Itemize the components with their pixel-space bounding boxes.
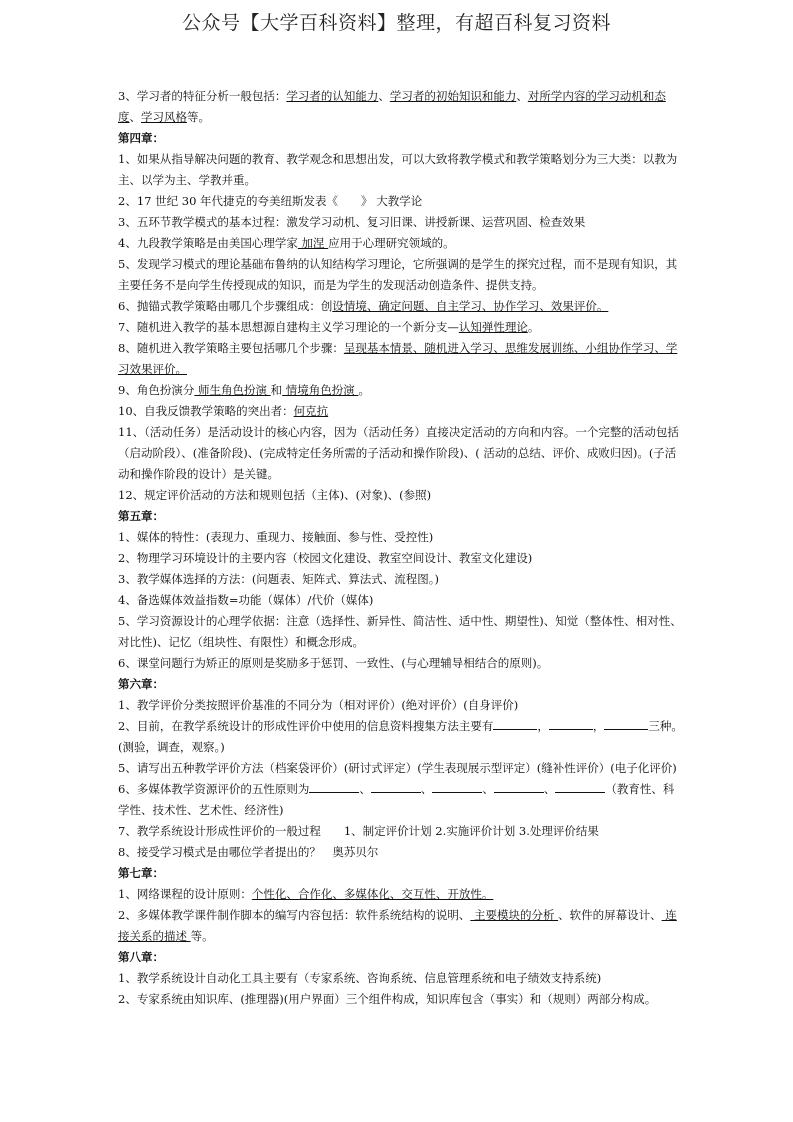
text-segment: 等。 [187, 110, 210, 124]
question-item [118, 989, 684, 1010]
chapter-heading: 第八章： [118, 950, 164, 964]
question-item [118, 422, 684, 485]
question-item [118, 611, 684, 653]
text-segment: 、 [482, 782, 494, 796]
text-segment: （教育性、科学性、技术性、艺术性、经济性) [118, 782, 675, 817]
underlined-answer: 学习者的认知能力 [286, 89, 379, 103]
underlined-answer: 加涅 [297, 236, 329, 250]
text-segment: 和 [270, 383, 283, 397]
chapter-heading: 第四章： [118, 131, 164, 145]
fill-blank [432, 779, 482, 793]
text-segment: 1、网络课程的设计原则： [118, 887, 252, 901]
underlined-answer: 个性化、合作化、多媒体化、交互性、开放性。 [251, 887, 494, 901]
underlined-answer: 呈现基本情景、随机进入学习、思维发展训练、小组协作学习、学习效果评价。 [118, 341, 678, 376]
fill-blank [494, 779, 544, 793]
text-segment: 2、目前，在教学系统设计的形成性评价中使用的信息资料搜集方法主要有 [118, 719, 494, 733]
fill-blank [555, 779, 605, 793]
fill-blank [371, 779, 421, 793]
question-item [118, 485, 684, 506]
text-segment: 6、抛锚式教学策略由哪几个步骤组成：创 [118, 299, 333, 313]
question-item [118, 212, 684, 233]
text-segment: 8、接受学习模式是由哪位学者提出的？ 奥苏贝尔 [118, 845, 379, 859]
question-item [118, 233, 684, 254]
fill-blank [604, 716, 648, 730]
question-item [118, 401, 684, 422]
underlined-answer: 何克抗 [293, 404, 329, 418]
fill-blank [493, 716, 537, 730]
text-segment: 6、课堂问题行为矫正的原则是奖励多于惩罚、一致性、(与心理辅导相结合的原则)。 [118, 656, 549, 670]
text-segment: 6、多媒体教学资源评价的五性原则为 [118, 782, 310, 796]
text-segment: 应用于心理研究领域的。 [328, 236, 455, 250]
question-item [118, 905, 684, 947]
underlined-answer: 情境角色扮演 [282, 383, 359, 397]
underlined-answer: 设情境、确定问题、自主学习、协作学习、效果评价。 [332, 299, 609, 313]
question-item [118, 191, 684, 212]
text-segment: 7、教学系统设计形成性评价的一般过程 1、制定评价计划 2.实施评价计划 3.处理评价结果 [118, 824, 599, 838]
text-segment: 1、教学系统设计自动化工具主要有（专家系统、咨询系统、信息管理系统和电子绩效支持系统) [118, 971, 602, 985]
text-segment: 三种。(测验，调查，观察。) [118, 719, 683, 754]
text-segment: 12、规定评价活动的方法和规则包括（主体)、(对象)、(参照) [118, 488, 432, 502]
text-segment: 2、物理学习环境设计的主要内容（校园文化建设、教室空间设计、教室文化建设) [118, 551, 533, 565]
text-segment: 4、九段教学策略是由美国心理学家 [118, 236, 298, 250]
question-item [118, 149, 684, 191]
underlined-answer: 学习风格 [141, 110, 187, 124]
text-segment: 10、自我反馈教学策略的突出者： [118, 404, 294, 418]
question-item [118, 653, 684, 674]
text-segment: 5、请写出五种教学评价方法（档案袋评价）(研讨式评定）(学生表现展示型评定）(缝补性评价）(电子化评价) [118, 761, 677, 775]
text-segment: 。 [358, 383, 370, 397]
text-segment: 1、教学评价分类按照评价基准的不同分为（相对评价）(绝对评价）(自身评价) [118, 698, 519, 712]
text-segment: 7、随机进入教学的基本思想源自建构主义学习理论的一个新分支— [118, 320, 459, 334]
text-segment: 5、发现学习模式的理论基础布鲁纳的认知结构学习理论，它所强调的是学生的探究过程，而不是现有知识，其主要任务不是向学生传授现成的知识，而是为学生的发现活动创造条件、提供支持。 [118, 257, 678, 292]
question-item [118, 716, 684, 758]
underlined-answer: 认知弹性理论 [458, 320, 528, 334]
question-item [118, 779, 684, 821]
fill-blank [549, 716, 593, 730]
text-segment: 3、五环节教学模式的基本过程：激发学习动机、复习旧课、讲授新课、运营巩固、检查效果 [118, 215, 586, 229]
fill-blank [309, 779, 359, 793]
text-segment: 1、媒体的特性：(表现力、重现力、接触面、参与性、受控性) [118, 530, 434, 544]
chapter-heading: 第六章： [118, 677, 164, 691]
text-segment: 9、角色扮演分 [118, 383, 195, 397]
question-item [118, 821, 684, 842]
text-segment: 、 [543, 782, 556, 796]
text-segment: 3、教学媒体选择的方法：(问题表、矩阵式、算法式、流程图。) [118, 572, 440, 586]
text-segment: 、 [516, 89, 528, 103]
underlined-answer: 连接关系的描述 [118, 908, 677, 943]
underlined-answer: 对所学内容的学习动机和态度 [118, 89, 666, 124]
text-segment: 、 [359, 782, 371, 796]
chapter-heading: 第五章： [118, 509, 164, 523]
text-segment: 3、学习者的特征分析一般包括： [118, 89, 287, 103]
question-item [118, 968, 684, 989]
question-item [118, 842, 684, 863]
question-item [118, 884, 684, 905]
question-item [118, 380, 684, 401]
text-segment: 4、备选媒体效益指数=功能（媒体）/代价（媒体) [118, 593, 374, 607]
text-segment: 等。 [190, 929, 214, 943]
text-segment: ， [537, 719, 549, 733]
question-item [118, 569, 684, 590]
text-segment: 2、专家系统由知识库、(推理器)(用户界面）三个组件构成，知识库包含（事实）和（规则）两部分构成。 [118, 992, 657, 1006]
text-segment: 8、随机进入教学策略主要包括哪几个步骤： [118, 341, 344, 355]
underlined-answer: 学习者的初始知识和能力 [389, 89, 517, 103]
text-segment: 、软件的屏幕设计、 [558, 908, 662, 922]
document-body [118, 86, 684, 1010]
text-segment: 2、多媒体教学课件制作脚本的编写内容包括：软件系统结构的说明、 [118, 908, 471, 922]
text-segment: 5、学习资源设计的心理学依据：注意（选择性、新异性、简洁性、适中性、期望性)、知觉（整体性、相对性、对比性)、记忆（组块性、有限性）和概念形成。 [118, 614, 682, 649]
question-item [118, 254, 684, 296]
text-segment: ， [592, 719, 605, 733]
underlined-answer: 师生角色扮演 [194, 383, 271, 397]
text-segment: 11、（活动任务）是活动设计的核心内容，因为（活动任务）直接决定活动的方向和内容。一个完整的活动包括（启动阶段）、(准备阶段)、(完成特定任务所需的子活动和操作阶段)、( 活动的总结、评价、成败归因)。(子活动和操作阶段的设计）是关键。 [118, 425, 679, 481]
question-item [118, 338, 684, 380]
question-item [118, 590, 684, 611]
text-segment: 。 [527, 320, 540, 334]
text-segment: 、 [129, 110, 141, 124]
text-segment: 、 [420, 782, 433, 796]
question-item [118, 527, 684, 548]
chapter-heading: 第七章： [118, 866, 164, 880]
text-segment: 1、如果从指导解决问题的教育、教学观念和思想出发，可以大致将教学模式和教学策略划分为三大类：以教为主、以学为主、学教并重。 [118, 152, 678, 187]
underlined-answer: 主要模块的分析 [470, 908, 559, 922]
question-item [118, 317, 684, 338]
question-item [118, 548, 684, 569]
question-item [118, 695, 684, 716]
question-item [118, 86, 684, 128]
text-segment: 、 [378, 89, 390, 103]
text-segment: 2、17 世纪 30 年代捷克的夸美纽斯发表《 》 大教学论 [118, 194, 423, 208]
page-header: 公众号【大学百科资料】整理，有超百科复习资料 [181, 12, 611, 34]
question-item [118, 296, 684, 317]
question-item [118, 758, 684, 779]
